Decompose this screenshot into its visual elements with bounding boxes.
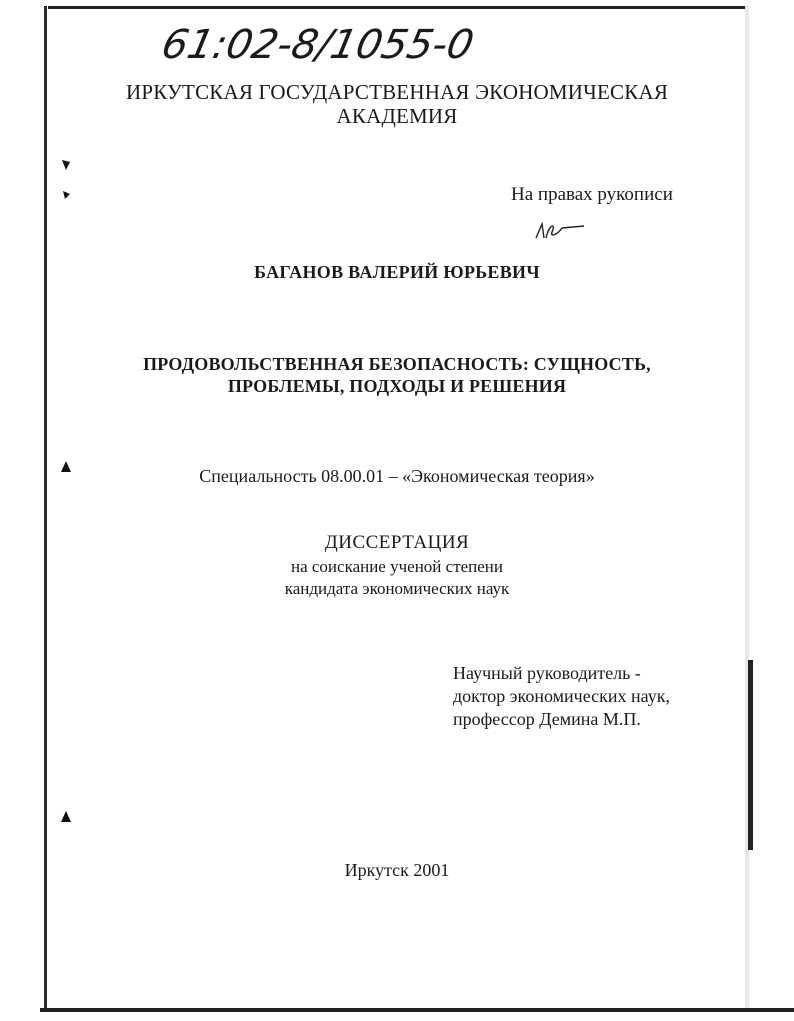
signature-icon bbox=[532, 216, 588, 244]
handwritten-catalog-number bbox=[150, 10, 570, 80]
city-year: Иркутск 2001 bbox=[344, 860, 450, 880]
advisor-line-2: доктор экономических наук, bbox=[453, 686, 670, 706]
purpose-line-2: кандидата экономических наук bbox=[284, 579, 510, 598]
title-line-1: ПРОДОВОЛЬСТВЕННАЯ БЕЗОПАСНОСТЬ: СУЩНОСТЬ, bbox=[143, 354, 651, 374]
author-name: БАГАНОВ ВАЛЕРИЙ ЮРЬЕВИЧ bbox=[254, 262, 540, 282]
punch-mark-icon bbox=[60, 158, 72, 172]
specialty: Специальность 08.00.01 – «Экономическая теория» bbox=[199, 466, 595, 486]
scientific-advisor bbox=[453, 662, 670, 731]
scan-edge-top bbox=[48, 6, 748, 9]
dissertation-title bbox=[0, 353, 794, 397]
scan-edge-right-mark bbox=[748, 660, 753, 850]
scan-edge-right bbox=[745, 6, 749, 1008]
degree-purpose bbox=[0, 556, 794, 600]
svg-text:61:02-8/1055-0: 61:02-8/1055-0 bbox=[157, 20, 479, 68]
rights-notice: На правах рукописи bbox=[511, 184, 673, 205]
advisor-line-3: профессор Демина М.П. bbox=[453, 709, 641, 729]
institution-line-1: ИРКУТСКАЯ ГОСУДАРСТВЕННАЯ ЭКОНОМИЧЕСКАЯ bbox=[125, 80, 669, 104]
purpose-line-1: на соискание ученой степени bbox=[290, 557, 504, 576]
punch-mark-icon bbox=[60, 188, 72, 202]
institution-line-2: АКАДЕМИЯ bbox=[336, 104, 458, 128]
work-type: ДИССЕРТАЦИЯ bbox=[324, 532, 470, 553]
advisor-line-1: Научный руководитель - bbox=[453, 663, 641, 683]
institution-name bbox=[0, 80, 794, 128]
punch-mark-icon bbox=[60, 810, 72, 824]
title-line-2: ПРОБЛЕМЫ, ПОДХОДЫ И РЕШЕНИЯ bbox=[227, 376, 567, 396]
scan-edge-bottom bbox=[40, 1008, 794, 1012]
